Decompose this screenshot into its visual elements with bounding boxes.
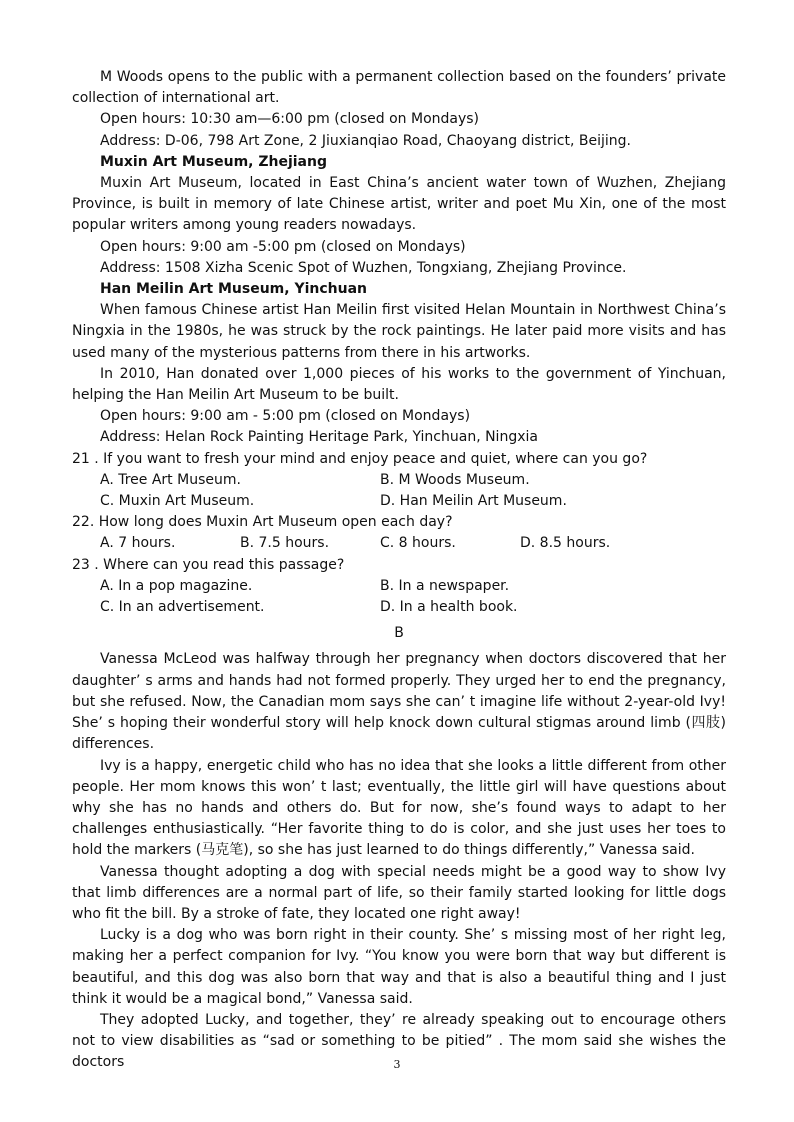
question-23-options-row-2 — [72, 597, 726, 618]
option-a: A. Tree Art Museum. — [100, 471, 241, 488]
option-a: A. In a pop magazine. — [100, 577, 253, 594]
question-23 — [72, 555, 726, 619]
han-meilin-description-2: In 2010, Han donated over 1,000 pieces of his works to the government of Yinchuan, helping the Han Meilin Art Museum to be built. — [72, 365, 726, 404]
option-c: C. In an advertisement. — [100, 599, 265, 616]
passage-b-paragraph: Lucky is a dog who was born right in their county. She’ s missing most of her right leg, making her a perfect companion for Ivy. “You know you were born that way but different is beautiful, and this dog was also born that way and that is also a beautiful thing and I just think it would be a magical bond,” Vanessa said. — [72, 927, 726, 1007]
question-23-options-row-1 — [72, 576, 726, 597]
question-21-options-row-2 — [72, 491, 726, 512]
han-meilin-description-1: When famous Chinese artist Han Meilin first visited Helan Mountain in Northwest China’s Ningxia in the 1980s, he was struck by the rock paintings. He later paid more visits and has used many of the mysterious patterns from there in his artworks. — [72, 302, 726, 361]
passage-b-paragraph: Vanessa McLeod was halfway through her pregnancy when doctors discovered that her daughter’ s arms and hands had not formed properly. They urged her to end the pregnancy, but she refused. Now, the Canadian mom says she can’ t imagine life without 2-year-old Ivy! She’ s hoping their wonderful story will help knock down cultural stigmas around limb (四肢) differences. — [72, 651, 726, 753]
question-22-stem: 22. How long does Muxin Art Museum open each day? — [72, 514, 453, 531]
han-meilin-address: Address: Helan Rock Painting Heritage Park, Yinchuan, Ningxia — [100, 429, 538, 446]
passage-b-paragraph: Vanessa thought adopting a dog with special needs might be a good way to show Ivy that limb differences are a normal part of life, so their family started looking for little dogs who fit the bill. By a stroke of fate, they located one right away! — [72, 863, 726, 922]
question-21 — [72, 449, 726, 513]
option-a: A. 7 hours. — [100, 535, 176, 552]
passage-b-paragraph: They adopted Lucky, and together, they’ re already speaking out to encourage others not to view disabilities as “sad or something to be pitied” . The mom said she wishes the doctors — [72, 1011, 726, 1071]
page-number: 3 — [393, 1058, 401, 1071]
option-d: D. In a health book. — [380, 599, 518, 616]
option-b: B. In a newspaper. — [380, 577, 510, 594]
question-22-options — [72, 533, 726, 554]
muxin-hours: Open hours: 9:00 am -5:00 pm (closed on Mondays) — [100, 238, 466, 255]
document-page — [72, 67, 726, 1074]
option-c: C. Muxin Art Museum. — [100, 493, 255, 510]
question-21-stem: 21 . If you want to fresh your mind and enjoy peace and quiet, where can you go? — [72, 450, 648, 467]
option-c: C. 8 hours. — [380, 535, 456, 552]
option-d: D. 8.5 hours. — [520, 535, 611, 552]
option-b: B. M Woods Museum. — [380, 471, 530, 488]
han-meilin-heading: Han Meilin Art Museum, Yinchuan — [100, 281, 367, 298]
mwoods-address: Address: D-06, 798 Art Zone, 2 Jiuxianqiao Road, Chaoyang district, Beijing. — [100, 132, 631, 149]
muxin-description: Muxin Art Museum, located in East China’s ancient water town of Wuzhen, Zhejiang Province, is built in memory of late Chinese artist, writer and poet Mu Xin, one of the most popular writers among young readers nowadays. — [72, 175, 726, 234]
section-b-label: B — [394, 625, 404, 642]
option-d: D. Han Meilin Art Museum. — [380, 493, 567, 510]
mwoods-intro: M Woods opens to the public with a permanent collection based on the founders’ private collection of international art. — [72, 69, 726, 107]
muxin-heading: Muxin Art Museum, Zhejiang — [100, 153, 327, 170]
question-22 — [72, 512, 726, 554]
option-b: B. 7.5 hours. — [240, 535, 330, 552]
question-21-options-row-1 — [72, 470, 726, 491]
passage-b-paragraph: Ivy is a happy, energetic child who has no idea that she looks a little different from other people. Her mom knows this won’ t last; eventually, the little girl will have questions about why she has no hands and others do. But for now, she’s found ways to adapt to her challenges enthusiastically. “Her favorite thing to do is color, and she just uses her toes to hold the markers (马克笔), so she has just learned to do things differently,” Vanessa said. — [72, 757, 726, 859]
question-23-stem: 23 . Where can you read this passage? — [72, 556, 345, 573]
muxin-address: Address: 1508 Xizha Scenic Spot of Wuzhen, Tongxiang, Zhejiang Province. — [100, 259, 627, 276]
han-meilin-hours: Open hours: 9:00 am - 5:00 pm (closed on Mondays) — [100, 408, 471, 425]
mwoods-hours: Open hours: 10:30 am—6:00 pm (closed on Mondays) — [100, 111, 480, 128]
